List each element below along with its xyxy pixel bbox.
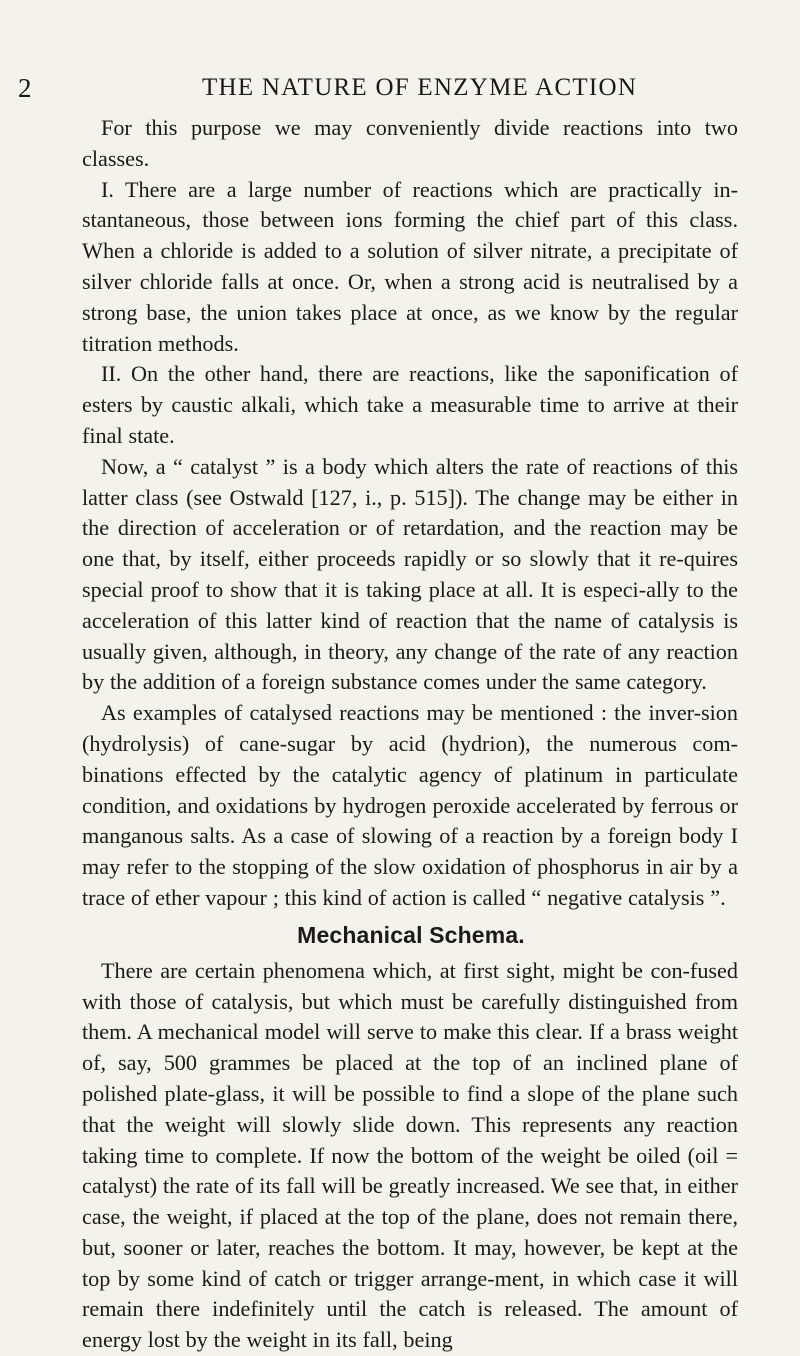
paragraph-class-one: I. There are a large number of reactions which are practically in-stantaneous, those between ions forming the chief part of this class. When a chloride is added to a solution of silver nitrate, a precipitate of silver chloride falls at once. Or, when a strong acid is neutralised by a strong base, the union takes place at once, as we know by the regular titration methods.: [82, 176, 738, 356]
paragraph-catalyst-definition: Now, a “ catalyst ” is a body which alters the rate of reactions of this latter class (see Ostwald [127, i., p. 515]). The change may be either in the direction of acceleration or of retardation, and the reaction may be one that, by itself, either proceeds rapidly or so slowly that it re-quires special proof to show that it is taking place at all. It is especi-ally to the acceleration of this latter kind of reaction that the name of catalysis is usually given, although, in theory, any change of the rate of any reaction by the addition of a foreign substance comes under the same category.: [82, 453, 738, 695]
paragraph-intro: For this purpose we may conveniently divide reactions into two classes.: [82, 115, 738, 171]
paragraph-mechanical-schema: There are certain phenomena which, at first sight, might be con-fused with those of catalysis, but which must be carefully distinguished from them. A mechanical model will serve to make this clear. If a brass weight of, say, 500 grammes be placed at the top of an inclined plane of polished plate-glass, it will be possible to find a slope of the plane such that the weight will slowly slide down. This represents any reaction taking time to complete. If now the bottom of the weight be oiled (oil = catalyst) the rate of its fall will be greatly increased. We see that, in either case, the weight, if placed at the top of the plane, does not remain there, but, sooner or later, reaches the bottom. It may, however, be kept at the top by some kind of catch or trigger arrange-ment, in which case it will remain there indefinitely until the catch is released. The amount of energy lost by the weight in its fall, being: [82, 957, 738, 1353]
running-title: THE NATURE OF ENZYME ACTION: [202, 74, 638, 101]
paragraph-catalysis-examples: As examples of catalysed reactions may be mentioned : the inver-sion (hydrolysis) of cane-sugar by acid (hydrion), the numerous com-binations effected by the catalytic agency of platinum in particulate condition, and oxidations by hydrogen peroxide accelerated by ferrous or manganous salts. As a case of slowing of a reaction by a foreign body I may refer to the stopping of the slow oxidation of phosphorus in air by a trace of ether vapour ; this kind of action is called “ negative catalysis ”.: [82, 700, 738, 910]
page-number: 2: [18, 73, 32, 103]
section-heading: Mechanical Schema.: [297, 921, 525, 948]
body-text: [82, 113, 738, 1356]
paragraph-class-two: II. On the other hand, there are reactions, like the saponification of esters by caustic alkali, which take a measurable time to arrive at their final state.: [82, 361, 738, 448]
